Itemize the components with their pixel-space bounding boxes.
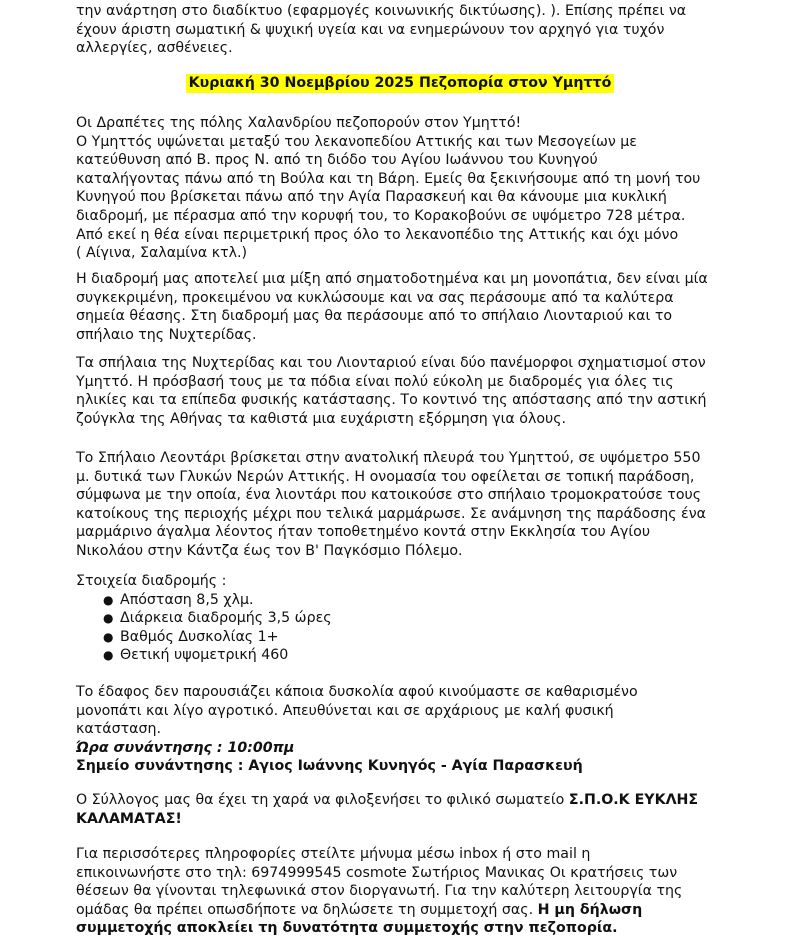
text-line: διαδρομή, με πέρασμα από την κορυφή του, το Κορακοβούνι σε υψόμετρο 728 μέτρα. [76, 207, 686, 224]
terrain-paragraph [76, 683, 724, 776]
club-line [76, 791, 724, 810]
text-line: Νικολάου στην Κάντζα έως τον Β' Παγκόσμιο Πόλεμο. [76, 542, 463, 559]
event-title: Κυριακή 30 Νοεμβρίου 2025 Πεζοπορία στον Υμηττό [186, 74, 615, 93]
text-line: Για περισσότερες πληροφορίες στείλτε μήνυμα μέσω inbox ή στο mail η [76, 846, 591, 862]
club-name: Σ.Π.Ο.Κ ΕΥΚΛΗΣ [568, 792, 699, 808]
text-line [76, 901, 724, 920]
text-line: σπήλαιο της Νυχτερίδας. [76, 326, 257, 343]
text-line: Το έδαφος δεν παρουσιάζει κάποια δυσκολία αφού κινούμαστε σε καθαρισμένο [76, 684, 638, 700]
club-city: ΚΑΛΑΜΑΤΑΣ! [76, 810, 182, 827]
list-item-text: Διάρκεια διαδρομής 3,5 ώρες [120, 610, 332, 627]
text-line: Τα σπήλαια της Νυχτερίδας και του Λιονταριού είναι δύο πανέμορφοι σχηματισμοί στον [76, 355, 706, 371]
list-item-text: Θετική υψομετρική 460 [120, 647, 289, 664]
intro-line: την ανάρτηση στο διαδίκτυο (εφαρμογές κοινωνικής δικτύωσης). ). Επίσης πρέπει να [76, 3, 687, 19]
text-line: μ. δυτικά των Γλυκών Νερών Αττικής. Η ονομασία του οφείλεται σε τοπική παράδοση, [76, 468, 695, 485]
description-paragraph [76, 114, 724, 263]
caves-paragraph [76, 354, 724, 428]
list-item [76, 609, 724, 628]
text-line: Η διαδρομή μας αποτελεί μια μίξη από σηματοδοτημένα και μη μονοπάτια, δεν είναι μία [76, 271, 708, 287]
text-line: κατάσταση. [76, 721, 161, 738]
text-line: Υμηττό. Η πρόσβασή τους με τα πόδια είναι πολύ εύκολη με διαδρομές για όλες τις [76, 373, 674, 390]
bullet-icon: ● [103, 611, 114, 626]
route-paragraph [76, 270, 724, 344]
text-span: ομάδας θα πρέπει οπωσδήποτε να δηλώσετε τη συμμετοχή σας. [76, 901, 538, 918]
list-item [76, 646, 724, 665]
text-line: ζούγκλα της Αθήνας τα καθιστά μια ευχάριστη εξόρμηση για όλους. [76, 410, 567, 427]
text-line: κατοίκους της περιοχής μέχρι που τελικά μαρμάρωσε. Σε ανάμνηση της παράδοσης ένα [76, 505, 706, 522]
intro-line: έχουν άριστη σωματική & ψυχική υγεία και να ενημερώνουν τον αρχηγό για τυχόν [76, 21, 665, 38]
text-line: Ο Υμηττός υψώνεται μεταξύ του λεκανοπεδίου Αττικής και των Μεσογείων με [76, 133, 637, 150]
text-line: Από εκεί η θέα είναι περιμετρική προς όλο το λεκανοπέδιο της Αττικής και όχι μόνο [76, 226, 679, 243]
text-line: κατεύθυνση από Β. προς Ν. από τη διόδο του Αγίου Ιωάννου του Κυνηγού [76, 152, 598, 169]
lion-cave-paragraph [76, 449, 724, 561]
list-item-text: Απόσταση 8,5 χλμ. [120, 591, 254, 608]
text-line: σύμφωνα με την οποία, ένα λιοντάρι που κατοικούσε στο σπήλαιο τρομοκρατούσε τους [76, 487, 702, 504]
list-item [76, 628, 724, 647]
event-title-row [0, 72, 800, 93]
list-item [76, 591, 724, 610]
text-line: Οι Δραπέτες της πόλης Χαλανδρίου πεζοπορούν στον Υμηττό! [76, 115, 522, 131]
route-list [76, 591, 724, 665]
warning-text: συμμετοχής αποκλείει τη δυνατότητα συμμετοχής στην πεζοπορία. [76, 920, 618, 937]
list-item-text: Βαθμός Δυσκολίας 1+ [120, 628, 279, 645]
contact-paragraph [76, 845, 724, 938]
text-line: επικοινωνήστε στο τηλ: 6974999545 cosmote Σωτήριος Μανικας Οι κρατήσεις των [76, 864, 678, 881]
intro-line: αλλεργίες, ασθένειες. [76, 40, 233, 57]
meeting-point: Σημείο συνάντησης : Αγιος Ιωάννης Κυνηγός - Αγία Παρασκευή [76, 758, 583, 775]
warning-text: Η μη δήλωση [537, 901, 643, 918]
bullet-icon: ● [103, 648, 114, 663]
intro-paragraph [76, 2, 724, 58]
bullet-icon: ● [103, 629, 114, 644]
bullet-icon: ● [103, 592, 114, 607]
meeting-time: Ώρα συνάντησης : 10:00πμ [76, 739, 295, 756]
text-line: καταλήγοντας πάνω από τη Βούλα και τη Βάρη. Εμείς θα ξεκινήσουμε από τη μονή του [76, 170, 701, 187]
text-line: μονοπάτι και λίγο αγροτικό. Απευθύνεται και σε αρχάριους με καλή φυσική [76, 702, 614, 719]
text-line: Το Σπήλαιο Λεοντάρι βρίσκεται στην ανατολική πλευρά του Υμηττού, σε υψόμετρο 550 [76, 450, 701, 466]
text-line: ηλικίες και τα επίπεδα φυσικής κατάστασης. Το κοντινό της απόστασης από την αστική [76, 392, 707, 409]
text-line: θέσεων θα γίνονται τηλεφωνικά στον διοργανωτή. Για την καλύτερη λειτουργία της [76, 883, 683, 900]
club-paragraph [76, 791, 724, 828]
text-line: μαρμάρινο άγαλμα λέοντος ήταν τοποθετημένο κοντά στην Εκκλησία του Αγίου [76, 524, 651, 541]
route-heading: Στοιχεία διαδρομής : [76, 573, 227, 589]
text-line: σημεία θέασης. Στη διαδρομή μας θα περάσουμε από το σπήλαιο Λιονταριού και το [76, 308, 673, 325]
club-text: Ο Σύλλογος μας θα έχει τη χαρά να φιλοξενήσει το φιλικό σωματείο [76, 792, 569, 808]
text-line: Κυνηγού που βρίσκεται πάνω από την Αγία Παρασκευή και θα κάνουμε μια κυκλική [76, 189, 667, 206]
text-line: ( Αίγινα, Σαλαμίνα κτλ.) [76, 245, 248, 262]
text-line: συγκεκριμένη, προκειμένου να κυκλώσουμε και να σας περάσουμε από τα καλύτερα [76, 289, 674, 306]
route-details [76, 572, 724, 665]
